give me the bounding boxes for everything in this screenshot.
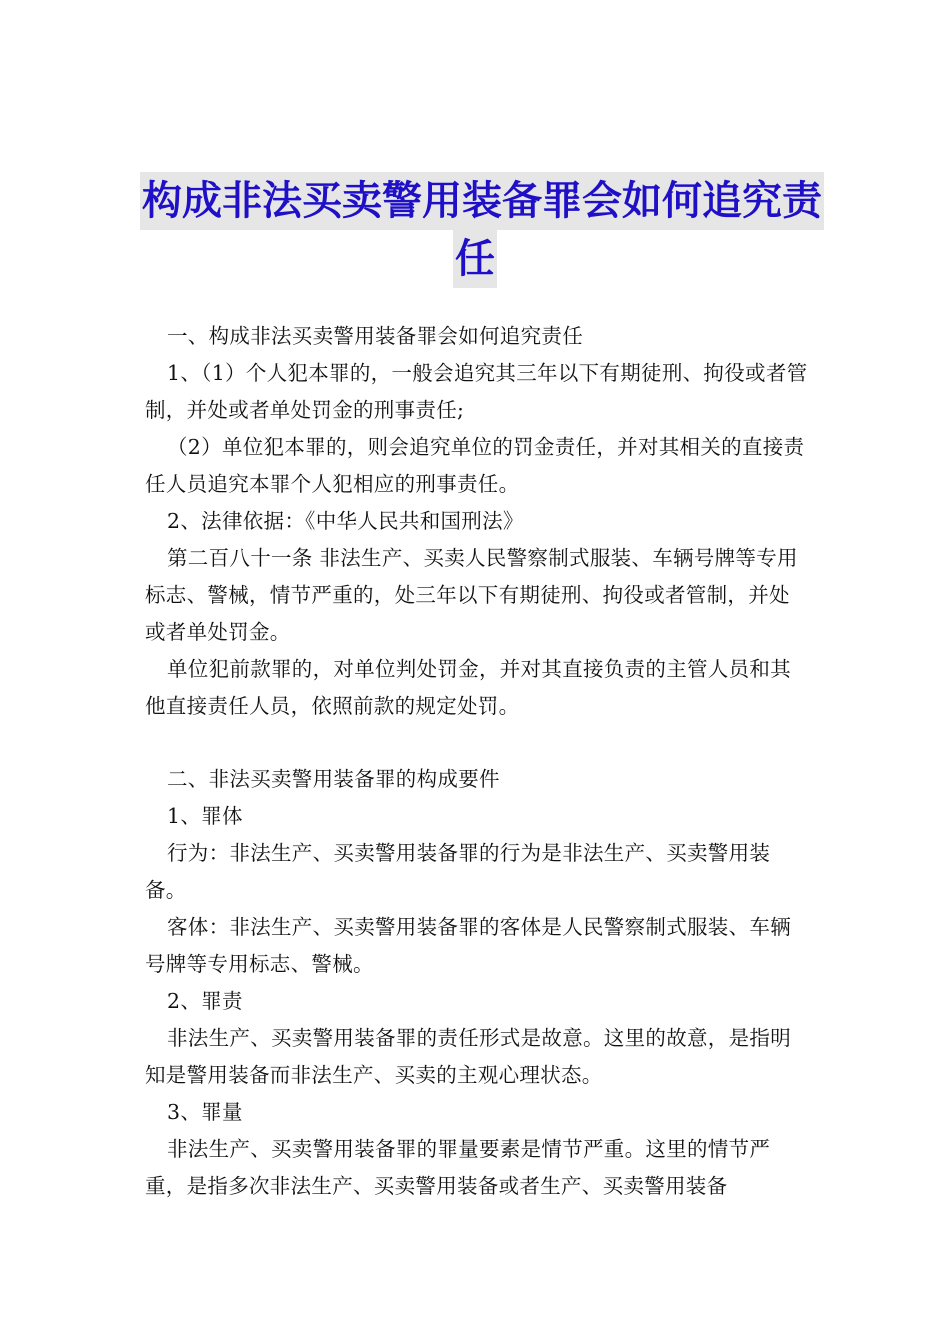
body-paragraph: 非法生产、买卖警用装备罪的罪量要素是情节严重。这里的情节严重，是指多次非法生产、买卖警用装备或者生产、买卖警用装备 xyxy=(145,1137,771,1198)
title-line-2: 任 xyxy=(453,230,497,288)
section-heading-2: 二、非法买卖警用装备罪的构成要件 xyxy=(167,767,500,791)
body-paragraph: （2）单位犯本罪的，则会追究单位的罚金责任，并对其相关的直接责任人员追究本罪个人犯相应的刑事责任。 xyxy=(145,435,805,496)
body-paragraph: 1、（1）个人犯本罪的，一般会追究其三年以下有期徒刑、拘役或者管制，并处或者单处罚金的刑事责任; xyxy=(145,361,808,422)
body-paragraph: 单位犯前款罪的，对单位判处罚金，并对其直接负责的主管人员和其他直接责任人员，依照前款的规定处罚。 xyxy=(145,657,791,718)
body-paragraph: 行为：非法生产、买卖警用装备罪的行为是非法生产、买卖警用装备。 xyxy=(145,841,771,902)
subsection-heading: 3、罪量 xyxy=(167,1100,243,1124)
body-paragraph: 2、法律依据：《中华人民共和国刑法》 xyxy=(167,509,524,533)
document-title xyxy=(140,172,822,288)
document-body xyxy=(145,318,810,1205)
body-paragraph: 客体：非法生产、买卖警用装备罪的客体是人民警察制式服装、车辆号牌等专用标志、警械。 xyxy=(145,915,791,976)
section-heading-1: 一、构成非法买卖警用装备罪会如何追究责任 xyxy=(167,324,583,348)
paragraph-spacer xyxy=(145,725,810,761)
body-paragraph: 第二百八十一条 非法生产、买卖人民警察制式服装、车辆号牌等专用标志、警械，情节严重的，处三年以下有期徒刑、拘役或者管制，并处或者单处罚金。 xyxy=(145,546,798,644)
subsection-heading: 2、罪责 xyxy=(167,989,243,1013)
subsection-heading: 1、罪体 xyxy=(167,804,243,828)
title-line-1: 构成非法买卖警用装备罪会如何追究责 xyxy=(140,172,824,230)
body-paragraph: 非法生产、买卖警用装备罪的责任形式是故意。这里的故意，是指明知是警用装备而非法生产、买卖的主观心理状态。 xyxy=(145,1026,791,1087)
